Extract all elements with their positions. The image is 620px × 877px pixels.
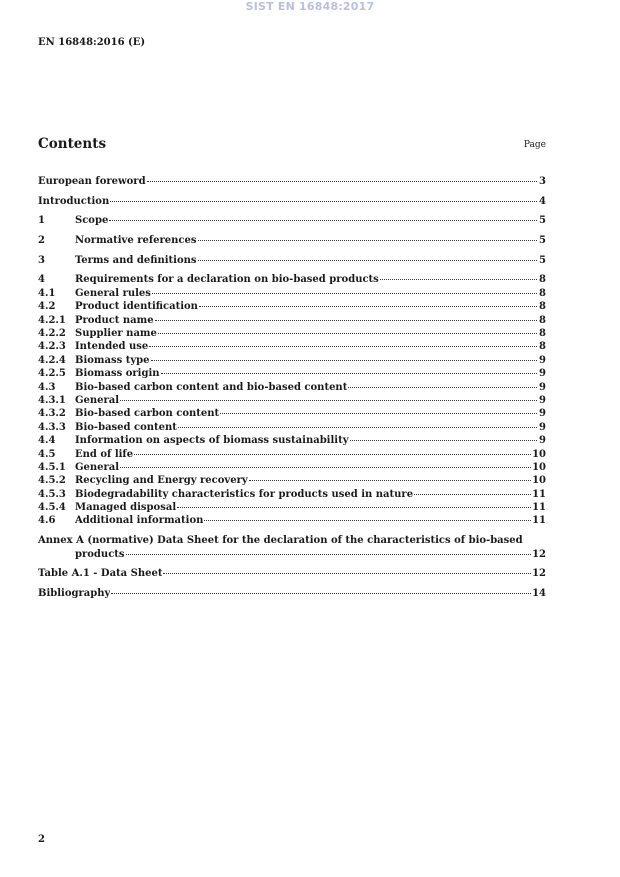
toc-entry-title: Intended use bbox=[75, 341, 149, 353]
toc-page-number: 9 bbox=[539, 368, 546, 380]
toc-entry-title: Biomass type bbox=[75, 354, 150, 366]
toc-page-number: 9 bbox=[539, 381, 546, 393]
toc-entry-title: Product identification bbox=[75, 301, 198, 313]
table-of-contents bbox=[38, 175, 546, 600]
toc-page-number: 11 bbox=[532, 488, 546, 500]
toc-leader-dots bbox=[155, 320, 537, 321]
toc-entry-title: Recycling and Energy recovery bbox=[75, 475, 248, 487]
toc-leader-dots bbox=[178, 427, 537, 428]
toc-section-number: 4.3 bbox=[38, 381, 56, 393]
toc-page-number: 8 bbox=[539, 314, 546, 326]
toc-leader-dots bbox=[152, 293, 537, 294]
toc-section-number: 4.4 bbox=[38, 435, 56, 447]
toc-page-number: 3 bbox=[539, 176, 546, 187]
watermark: SIST EN 16848:2017 bbox=[245, 0, 375, 13]
toc-section-number: 4.3.1 bbox=[38, 394, 66, 406]
toc-entry-title: Biodegradability characteristics for products used in nature bbox=[75, 488, 414, 500]
toc-annex-title-line1: Annex A (normative) Data Sheet for the declaration of the characteristics of bio-based bbox=[38, 535, 523, 547]
toc-entry-title: Managed disposal bbox=[75, 502, 177, 514]
toc-section-number: 4.3.3 bbox=[38, 421, 66, 433]
toc-section-number: 4.2.4 bbox=[38, 354, 66, 366]
toc-leader-dots bbox=[147, 181, 537, 182]
toc-entry-title: Information on aspects of biomass sustainability bbox=[75, 435, 349, 447]
toc-page-number: 12 bbox=[532, 548, 546, 560]
toc-entry[interactable] bbox=[38, 421, 546, 434]
toc-leader-dots bbox=[163, 573, 531, 574]
toc-entry-title: Terms and definitions bbox=[75, 254, 197, 266]
toc-entry[interactable] bbox=[38, 175, 546, 188]
toc-entry[interactable] bbox=[38, 314, 546, 327]
toc-page-number: 5 bbox=[539, 215, 546, 227]
toc-entry-title: Bio-based carbon content bbox=[75, 408, 220, 420]
toc-leader-dots bbox=[198, 240, 538, 241]
toc-section-number: 4.2.2 bbox=[38, 328, 66, 339]
toc-leader-dots bbox=[380, 279, 537, 280]
toc-entry-title: Introduction bbox=[38, 195, 110, 207]
toc-page-number: 10 bbox=[532, 448, 546, 460]
toc-page-number: 5 bbox=[539, 254, 546, 266]
toc-entry-title: European foreword bbox=[38, 176, 146, 187]
toc-section-number: 4.2.1 bbox=[38, 314, 66, 326]
toc-entry-title: Additional information bbox=[75, 515, 204, 527]
toc-section-number: 4.2.5 bbox=[38, 368, 66, 380]
document-id-header: EN 16848:2016 (E) bbox=[38, 37, 146, 48]
toc-page-number: 8 bbox=[539, 301, 546, 313]
toc-entry[interactable] bbox=[38, 287, 546, 300]
toc-annex-entry[interactable] bbox=[38, 534, 546, 561]
toc-entry-title: Requirements for a declaration on bio-based products bbox=[75, 274, 379, 286]
toc-page-number: 14 bbox=[532, 587, 546, 599]
toc-page-number: 11 bbox=[532, 515, 546, 527]
toc-section-number: 4.5.2 bbox=[38, 475, 66, 487]
toc-entry[interactable] bbox=[38, 381, 546, 394]
toc-page-number: 12 bbox=[532, 568, 546, 580]
toc-entry[interactable] bbox=[38, 327, 546, 340]
toc-leader-dots bbox=[149, 346, 537, 347]
toc-entry[interactable] bbox=[38, 340, 546, 353]
toc-page-number: 4 bbox=[539, 195, 546, 207]
toc-page-number: 9 bbox=[539, 421, 546, 433]
toc-entry[interactable] bbox=[38, 501, 546, 514]
toc-section-number: 4.1 bbox=[38, 287, 56, 299]
toc-entry-title: Supplier name bbox=[75, 328, 157, 339]
toc-page-number: 9 bbox=[539, 394, 546, 406]
toc-entry[interactable] bbox=[38, 474, 546, 487]
toc-annex-title-line2: products bbox=[75, 548, 125, 560]
toc-page-number: 9 bbox=[539, 435, 546, 447]
toc-section-number: 4.5.1 bbox=[38, 461, 66, 473]
toc-section-number: 4.2.3 bbox=[38, 341, 66, 353]
toc-entry[interactable] bbox=[38, 367, 546, 380]
toc-leader-dots bbox=[110, 201, 537, 202]
toc-leader-dots bbox=[177, 507, 531, 508]
toc-entry-title: General rules bbox=[75, 287, 151, 299]
toc-entry-title: General bbox=[75, 394, 120, 406]
toc-page-number: 8 bbox=[539, 287, 546, 299]
toc-leader-dots bbox=[198, 260, 537, 261]
toc-entry[interactable] bbox=[38, 407, 546, 420]
toc-leader-dots bbox=[111, 593, 531, 594]
toc-section-number: 4 bbox=[38, 274, 45, 286]
toc-page-number: 5 bbox=[539, 235, 546, 247]
toc-entry[interactable] bbox=[38, 300, 546, 313]
toc-page-number: 10 bbox=[532, 475, 546, 487]
toc-leader-dots bbox=[134, 454, 531, 455]
toc-entry[interactable] bbox=[38, 461, 546, 474]
toc-leader-dots bbox=[199, 306, 537, 307]
toc-leader-dots bbox=[161, 373, 537, 374]
toc-section-number: 4.5.3 bbox=[38, 488, 66, 500]
toc-entry[interactable] bbox=[38, 214, 546, 227]
toc-entry-title: Bio-based content bbox=[75, 421, 177, 433]
toc-section-number: 4.2 bbox=[38, 301, 56, 313]
toc-entry[interactable] bbox=[38, 488, 546, 501]
toc-leader-dots bbox=[249, 480, 531, 481]
toc-entry[interactable] bbox=[38, 587, 546, 600]
toc-leader-dots bbox=[109, 220, 537, 221]
toc-page-number: 8 bbox=[539, 328, 546, 339]
toc-leader-dots bbox=[348, 387, 537, 388]
toc-leader-dots bbox=[204, 520, 531, 521]
toc-page-number: 9 bbox=[539, 408, 546, 420]
toc-entry[interactable] bbox=[38, 254, 546, 267]
page-column-label: Page bbox=[523, 140, 546, 150]
toc-entry[interactable] bbox=[38, 434, 546, 447]
toc-section-number: 4.5 bbox=[38, 448, 56, 460]
toc-page-number: 10 bbox=[532, 461, 546, 473]
toc-section-number: 2 bbox=[38, 235, 45, 247]
toc-leader-dots bbox=[151, 360, 537, 361]
toc-entry-title: End of life bbox=[75, 448, 134, 460]
toc-section-number: 1 bbox=[38, 215, 45, 227]
page-number: 2 bbox=[38, 834, 45, 845]
contents-heading: Contents bbox=[38, 136, 107, 152]
toc-entry[interactable] bbox=[38, 394, 546, 407]
toc-leader-dots bbox=[414, 494, 531, 495]
toc-leader-dots bbox=[120, 400, 537, 401]
toc-entry-title: Scope bbox=[75, 215, 109, 227]
toc-entry[interactable] bbox=[38, 354, 546, 367]
toc-page-number: 8 bbox=[539, 274, 546, 286]
toc-leader-dots bbox=[126, 554, 532, 555]
toc-entry[interactable] bbox=[38, 448, 546, 461]
toc-entry[interactable] bbox=[38, 234, 546, 247]
toc-leader-dots bbox=[220, 413, 537, 414]
toc-page-number: 11 bbox=[532, 502, 546, 514]
toc-leader-dots bbox=[120, 467, 531, 468]
toc-section-number: 4.6 bbox=[38, 515, 56, 527]
toc-entry[interactable] bbox=[38, 567, 546, 580]
toc-entry-title: Normative references bbox=[75, 235, 197, 247]
toc-entry-title: Bibliography bbox=[38, 587, 111, 599]
toc-leader-dots bbox=[350, 440, 537, 441]
toc-entry[interactable] bbox=[38, 195, 546, 208]
toc-entry-title: Table A.1 - Data Sheet bbox=[38, 568, 163, 580]
toc-entry-title: Product name bbox=[75, 314, 154, 326]
toc-entry-title: Bio-based carbon content and bio-based content bbox=[75, 381, 348, 393]
toc-section-number: 4.3.2 bbox=[38, 408, 66, 420]
toc-page-number: 9 bbox=[539, 354, 546, 366]
toc-section-number: 4.5.4 bbox=[38, 502, 66, 514]
toc-entry-title: Biomass origin bbox=[75, 368, 160, 380]
toc-leader-dots bbox=[158, 333, 537, 334]
toc-entry[interactable] bbox=[38, 514, 546, 527]
toc-entry-title: General bbox=[75, 461, 120, 473]
toc-entry[interactable] bbox=[38, 273, 546, 286]
toc-section-number: 3 bbox=[38, 254, 45, 266]
toc-page-number: 8 bbox=[539, 341, 546, 353]
